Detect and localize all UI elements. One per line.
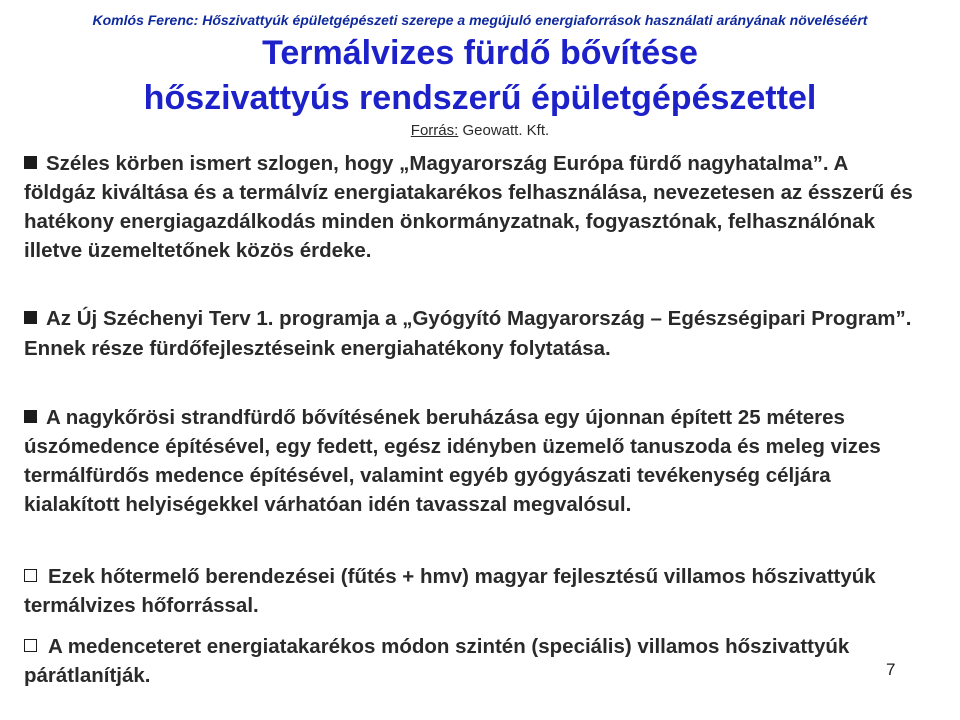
- running-header: Komlós Ferenc: Hőszivattyúk épületgépészeti szerepe a megújuló energiaforrások használati arányának növeléséért: [92, 12, 868, 28]
- bullet-4: [24, 562, 924, 620]
- hollow-square-bullet-icon: [24, 569, 37, 582]
- filled-square-bullet-icon: [24, 410, 37, 423]
- bullet-3-text: A nagykőrösi strandfürdő bővítésének beruházása egy újonnan épített 25 méteres úszómedence építésével, egy fedett, egész idényben üzemelő tanuszoda és meleg vizes termálfürdős medence építésével, valamint egyéb gyógyászati tevékenység céljára kialakított helyiségekkel várhatóan idén tavasszal megvalósul.: [24, 406, 881, 516]
- title-line-1: Termálvizes fürdő bővítése: [262, 34, 698, 72]
- bullet-4-text: Ezek hőtermelő berendezései (fűtés + hmv) magyar fejlesztésű villamos hőszivattyúk termálvizes hőforrással.: [24, 565, 876, 617]
- title-line-2: hőszivattyús rendszerű épületgépészettel: [143, 79, 817, 117]
- bullet-1: [24, 149, 924, 265]
- bullet-5: [24, 632, 924, 690]
- hollow-square-bullet-icon: [24, 639, 37, 652]
- filled-square-bullet-icon: [24, 311, 37, 324]
- source-line: [0, 122, 960, 139]
- bullet-2-text: Az Új Széchenyi Terv 1. programja a „Gyógyító Magyarország – Egészségipari Program”. Ennek része fürdőfejlesztéseink energiahatékony folytatása.: [24, 307, 912, 360]
- page-number: 7: [886, 660, 896, 679]
- filled-square-bullet-icon: [24, 156, 37, 169]
- bullet-3: [24, 403, 924, 519]
- bullet-2: [24, 304, 924, 364]
- bullet-1-text: Széles körben ismert szlogen, hogy „Magyarország Európa fürdő nagyhatalma”. A földgáz kiváltása és a termálvíz energiatakarékos felhasználása, nevezetesen az ésszerű és hatékony energiagazdálkodás minden önkormányzatnak, fogyasztónak, felhasználónak illetve üzemeltetőnek közös érdeke.: [24, 152, 913, 262]
- bullet-5-text: A medenceteret energiatakarékos módon szintén (speciális) villamos hőszivattyúk párátlanítják.: [24, 635, 850, 687]
- source-value: Geowatt. Kft.: [458, 122, 550, 139]
- source-label: Forrás:: [410, 122, 459, 139]
